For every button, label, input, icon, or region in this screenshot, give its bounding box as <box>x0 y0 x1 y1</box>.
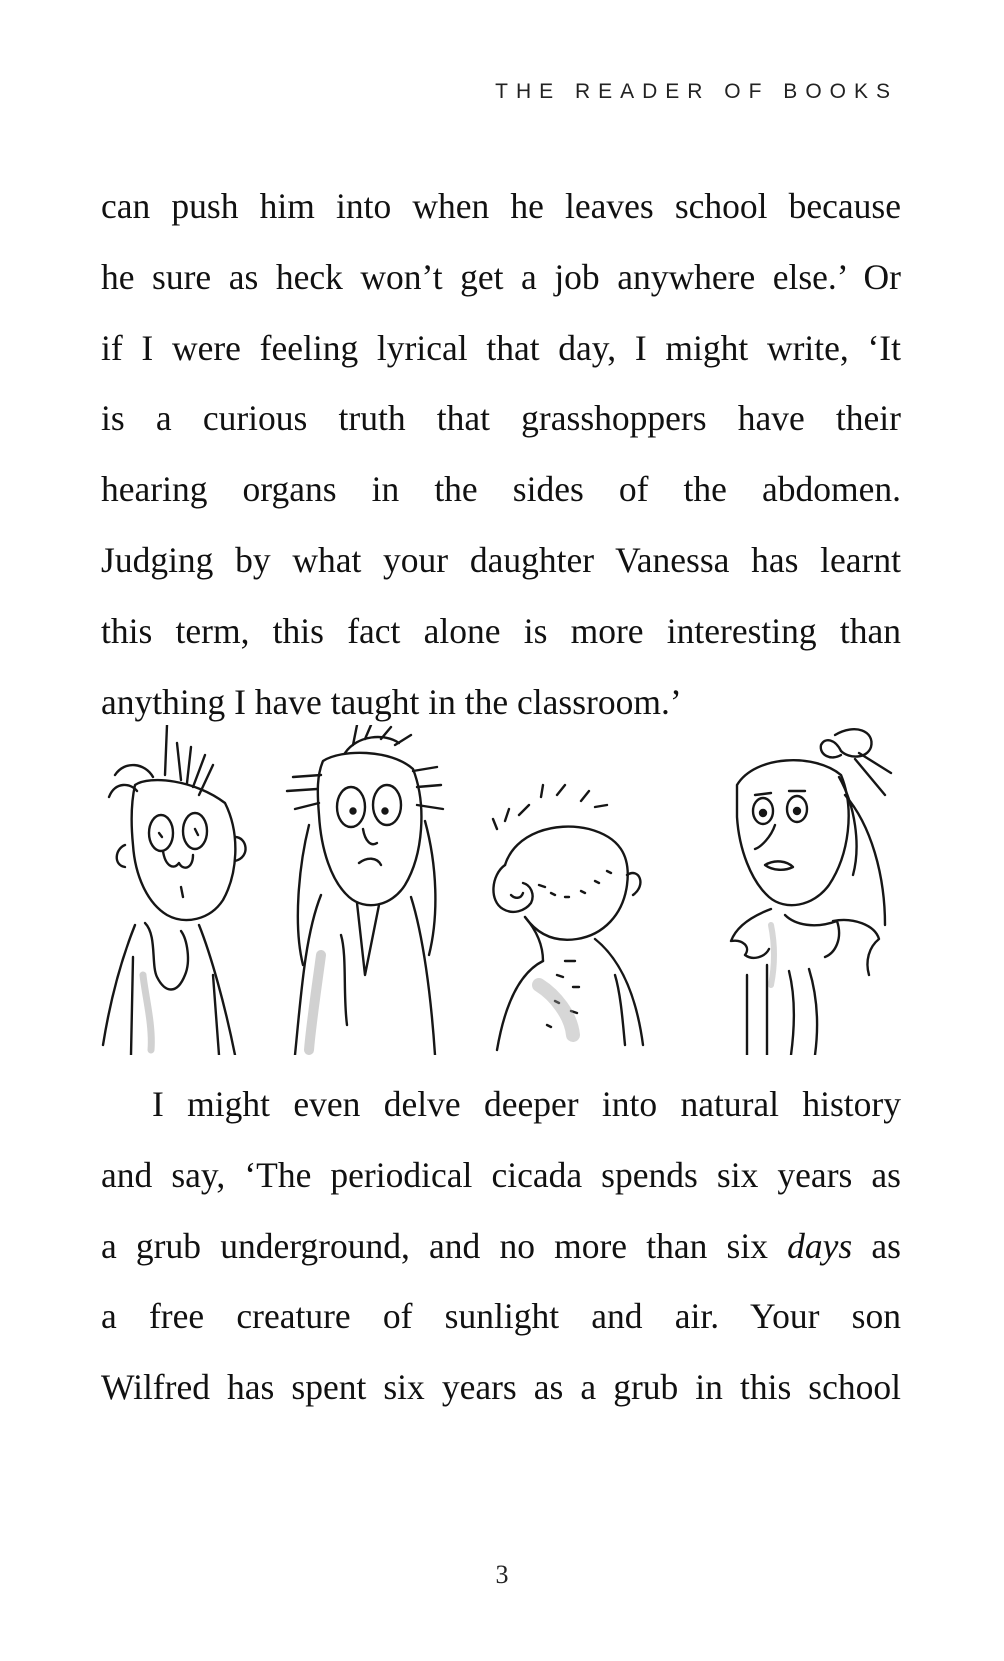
text-run: a grub underground, and no more than six <box>101 1225 788 1266</box>
paragraph-1 <box>101 171 901 737</box>
text-line: anything I have taught in the classroom.’ <box>101 681 682 722</box>
text-line: Wilfred has spent six years as a grub in this school <box>101 1367 901 1408</box>
running-head: THE READER OF BOOKS <box>495 80 898 103</box>
text-run: as <box>852 1225 901 1266</box>
text-line: hearing organs in the sides of the abdomen. <box>101 469 901 510</box>
illustration-four-children <box>95 725 907 1055</box>
text-line: can push him into when he leaves school because <box>101 186 901 226</box>
child-figure-3 <box>493 785 643 1050</box>
text-line: he sure as heck won’t get a job anywhere else.’ Or <box>101 256 901 297</box>
emphasis-days: days <box>787 1225 853 1266</box>
text-line: if I were feeling lyrical that day, I might write, ‘It <box>101 327 901 368</box>
text-line: and say, ‘The periodical cicada spends six years as <box>101 1154 901 1195</box>
text-line: a free creature of sunlight and air. Your son <box>101 1296 901 1337</box>
child-figure-4 <box>731 729 891 1055</box>
text-line: I might even delve deeper into natural history <box>152 1084 901 1124</box>
text-line: Judging by what your daughter Vanessa has learnt <box>101 539 901 580</box>
text-line: this term, this fact alone is more interesting than <box>101 610 901 651</box>
page-number: 3 <box>495 1560 509 1589</box>
text-line: is a curious truth that grasshoppers have their <box>101 398 901 439</box>
text-line <box>101 1211 901 1282</box>
paragraph-2 <box>101 1069 901 1423</box>
child-figure-1 <box>103 725 246 1055</box>
child-figure-2 <box>287 725 443 1055</box>
